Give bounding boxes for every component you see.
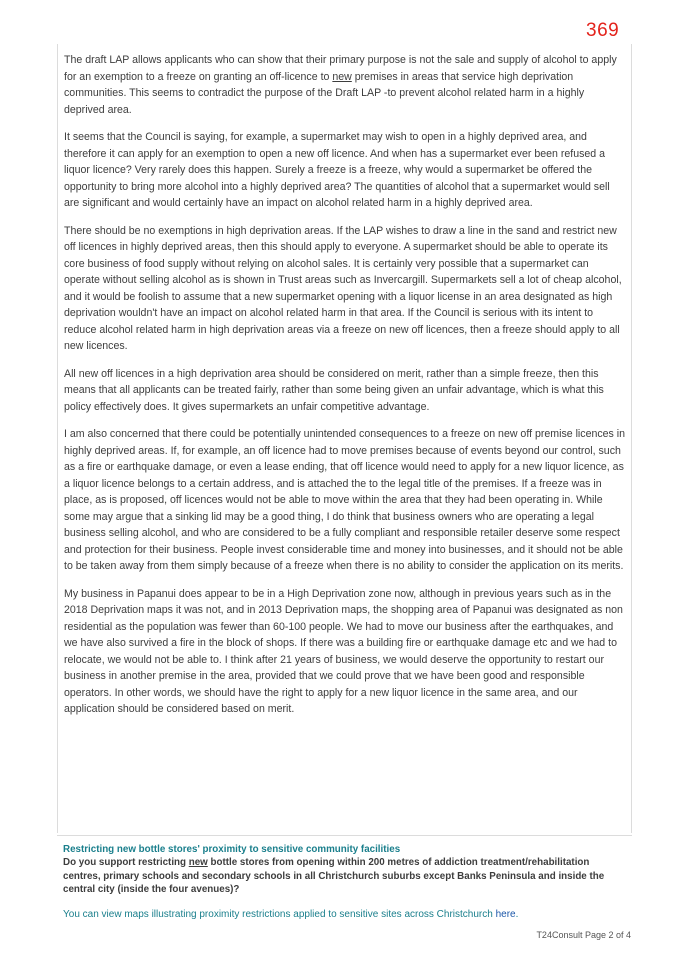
question-block bbox=[63, 843, 629, 897]
question-underlined-new: new bbox=[188, 857, 208, 869]
here-link[interactable]: here bbox=[495, 909, 516, 920]
page-footer: T24Consult Page 2 of 4 bbox=[536, 930, 631, 940]
maps-link-line: You can view maps illustrating proximity restrictions applied to sensitive sites across Christchurch here. bbox=[63, 909, 519, 920]
section-divider bbox=[57, 835, 632, 836]
paragraph-1: The draft LAP allows applicants who can show that their primary purpose is not the sale and supply of alcohol to apply for an exemption to a freeze on granting an off-licence to new premises in areas that service high deprivation communities. This seems to contradict the purpose of the Draft LAP -to prevent alcohol related harm in a highly deprived area. bbox=[64, 54, 617, 116]
question-text: Do you support restricting new bottle stores from opening within 200 metres of addiction treatment/rehabilitation centres, primary schools and secondary schools in all Christchurch suburbs except Banks Peninsula and inside the central city (inside the four avenues)? bbox=[63, 857, 605, 896]
response-box bbox=[57, 44, 632, 833]
paragraph-2: It seems that the Council is saying, for example, a supermarket may wish to open in a highly deprived area, and therefore it can apply for an exemption to open a new off licence. And when has a supermarket ever been refused a liquor licence? Very rarely does this happen. Surely a freeze is a freeze, why would a supermarket be offered the opportunity to bring more alcohol into a highly deprived area? The quantities of alcohol that a supermarket would sell are significant and would certainly have an impact on alcohol related harm in a highly deprived area. bbox=[64, 131, 610, 209]
paragraph-5: I am also concerned that there could be potentially unintended consequences to a freeze on new off premise licences in highly deprived areas. If, for example, an off licence had to move premises because of events beyond our control, such as a fire or earthquake damage, or even a lease ending, that off licence would need to apply for a new liquor licence, as a liquor licence belongs to a certain address, and is attached the to the legal title of the premises. If a freeze was in place, as is proposed, off licences would not be able to move within the area that they had been operating in. While some may argue that a sinking lid may be a good thing, I do think that business owners who are operating a legal business selling alcohol, and who are considered to be a fully compliant and responsible retailer deserve some respect and protection for their business. People invest considerable time and money into businesses, and it should not be able to be taken away from them simply because of a freeze when there is no ability to consider the application on its merits. bbox=[64, 428, 626, 572]
paragraph-3: There should be no exemptions in high deprivation areas. If the LAP wishes to draw a line in the sand and restrict new off licences in highly deprived areas, then this should apply to everyone. A supermarket should be able to operate its core business of food supply without relying on alcohol sales. It is certainly very possible that a supermarket can operate without selling alcohol as is shown in Trust areas such as Invercargill. Supermarkets sell a lot of cheap alcohol, and it would be foolish to assume that a new supermarket opening with a liquor license in an area designated as high deprivation wouldn't have an impact on alcohol related harm in that area. If the Council is serious with its intent to reduce alcohol related harm in high deprivation areas via a freeze on new off licences, then a freeze should apply to all new licences. bbox=[64, 224, 622, 352]
question-title: Restricting new bottle stores' proximity to sensitive community facilities bbox=[63, 844, 401, 855]
underlined-new: new bbox=[332, 70, 352, 83]
paragraph-6: My business in Papanui does appear to be in a High Deprivation zone now, although in previous years such as in the 2018 Deprivation maps it was not, and in 2013 Deprivation maps, the shopping area of Papanui was designated as non residential as the population was fewer than 60-100 people. We had to move our business after the earthquakes, and we have also survived a fire in the block of shops. If there was a building fire or earthquake damage etc and we had to relocate, we would not be able to. I think after 21 years of business, we would deserve the opportunity to restart our business in another premise in the area, provided that we could prove that we have been good and responsible operators. In other words, we should have the right to apply for a new liquor licence in the same area, and our application should be considered based on merit. bbox=[64, 587, 623, 715]
response-text bbox=[58, 44, 631, 718]
paragraph-4: All new off licences in a high deprivation area should be considered on merit, rather than a simple freeze, then this means that all applicants can be treated fairly, rather than some being given an unfair advantage, which is what this policy effectively does. It gives supermarkets an unfair competitive advantage. bbox=[64, 367, 604, 413]
page-number: 369 bbox=[586, 20, 620, 41]
